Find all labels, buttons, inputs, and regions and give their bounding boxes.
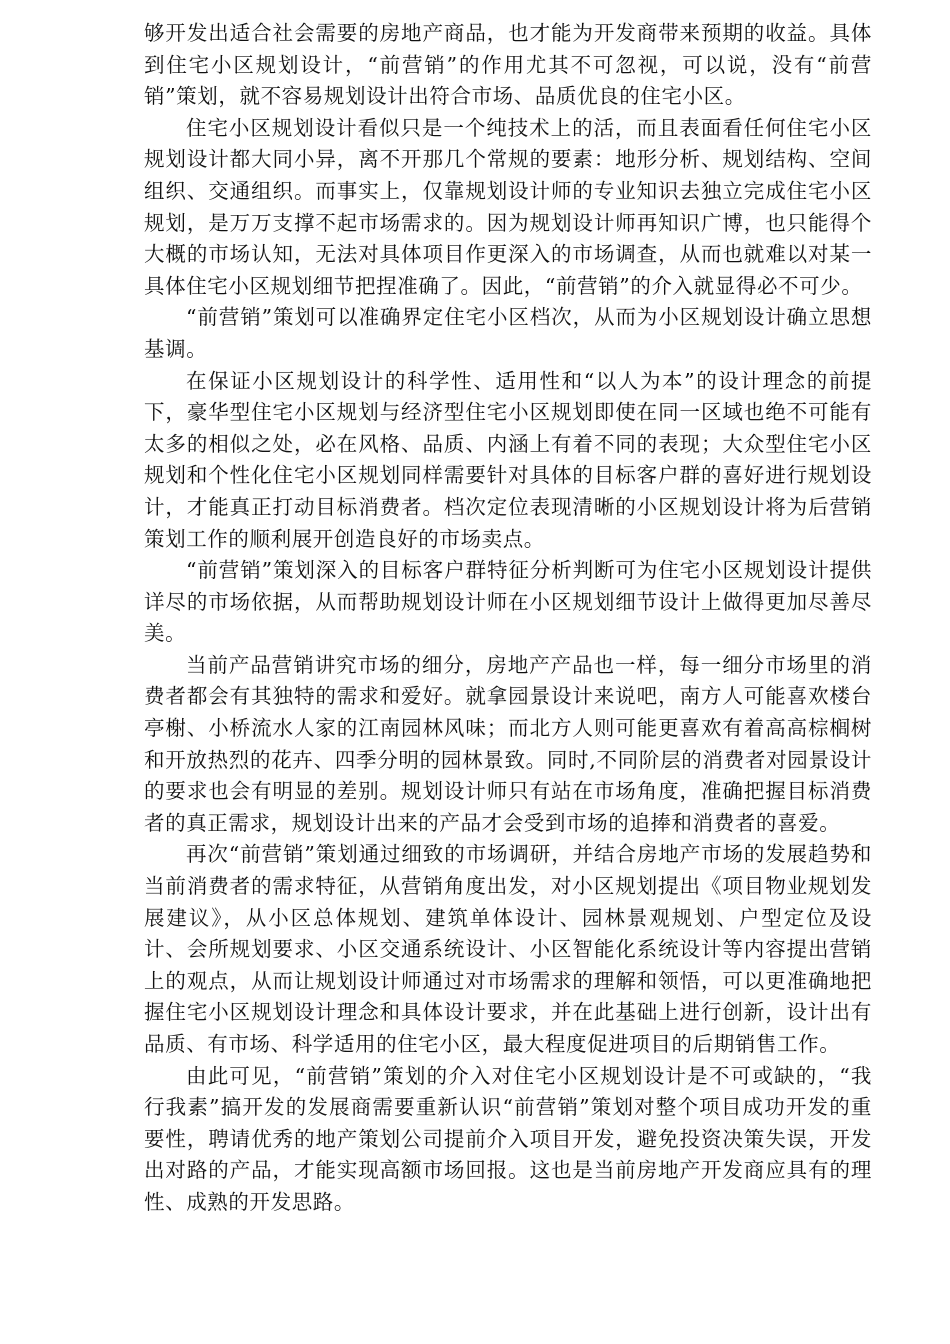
paragraph-6: 当前产品营销讲究市场的细分，房地产产品也一样，每一细分市场里的消费者都会有其独特的需求和爱好。就拿园景设计来说吧，南方人可能喜欢楼台亭榭、小桥流水人家的江南园林风味；而北方人则可能更喜欢有着高高棕榈树和开放热烈的花卉、四季分明的园林景致。同时,不同阶层的消费者对园景设计的要求也会有明显的差别。规划设计师只有站在市场角度，准确把握目标消费者的真正需求，规划设计出来的产品才会受到市场的追捧和消费者的喜爱。: [144, 652, 872, 835]
paragraph-1: 够开发出适合社会需要的房地产商品，也才能为开发商带来预期的收益。具体到住宅小区规划设计，“前营销”的作用尤其不可忽视，可以说，没有“前营销”策划，就不容易规划设计出符合市场、品质优良的住宅小区。: [144, 21, 872, 109]
document-body: [144, 18, 872, 1219]
paragraph-4: 在保证小区规划设计的科学性、适用性和“以人为本”的设计理念的前提下，豪华型住宅小区规划与经济型住宅小区规划即使在同一区域也绝不可能有太多的相似之处，必在风格、品质、内涵上有着不同的表现；大众型住宅小区规划和个性化住宅小区规划同样需要针对具体的目标客户群的喜好进行规划设计，才能真正打动目标消费者。档次定位表现清晰的小区规划设计将为后营销策划工作的顺利展开创造良好的市场卖点。: [144, 368, 872, 551]
paragraph-8: 由此可见，“前营销”策划的介入对住宅小区规划设计是不可或缺的，“我行我素”搞开发的发展商需要重新认识“前营销”策划对整个项目成功开发的重要性，聘请优秀的地产策划公司提前介入项目开发，避免投资决策失误，开发出对路的产品，才能实现高额市场回报。这也是当前房地产开发商应具有的理性、成熟的开发思路。: [144, 1063, 872, 1214]
paragraph-2: 住宅小区规划设计看似只是一个纯技术上的活，而且表面看任何住宅小区规划设计都大同小异，离不开那几个常规的要素：地形分析、规划结构、空间组织、交通组织。而事实上，仅靠规划设计师的专业知识去独立完成住宅小区规划，是万万支撑不起市场需求的。因为规划设计师再知识广博，也只能得个大概的市场认知，无法对具体项目作更深入的市场调查，从而也就难以对某一具体住宅小区规划细节把捏准确了。因此，“前营销”的介入就显得必不可少。: [144, 115, 872, 298]
paragraph-7: 再次“前营销”策划通过细致的市场调研，并结合房地产市场的发展趋势和当前消费者的需求特征，从营销角度出发，对小区规划提出《项目物业规划发展建议》，从小区总体规划、建筑单体设计、园林景观规划、户型定位及设计、会所规划要求、小区交通系统设计、小区智能化系统设计等内容提出营销上的观点，从而让规划设计师通过对市场需求的理解和领悟，可以更准确地把握住宅小区规划设计理念和具体设计要求，并在此基础上进行创新，设计出有品质、有市场、科学适用的住宅小区，最大程度促进项目的后期销售工作。: [144, 842, 872, 1056]
paragraph-5: “前营销”策划深入的目标客户群特征分析判断可为住宅小区规划设计提供详尽的市场依据，从而帮助规划设计师在小区规划细节设计上做得更加尽善尽美。: [144, 558, 872, 646]
paragraph-3: “前营销”策划可以准确界定住宅小区档次，从而为小区规划设计确立思想基调。: [144, 305, 872, 361]
